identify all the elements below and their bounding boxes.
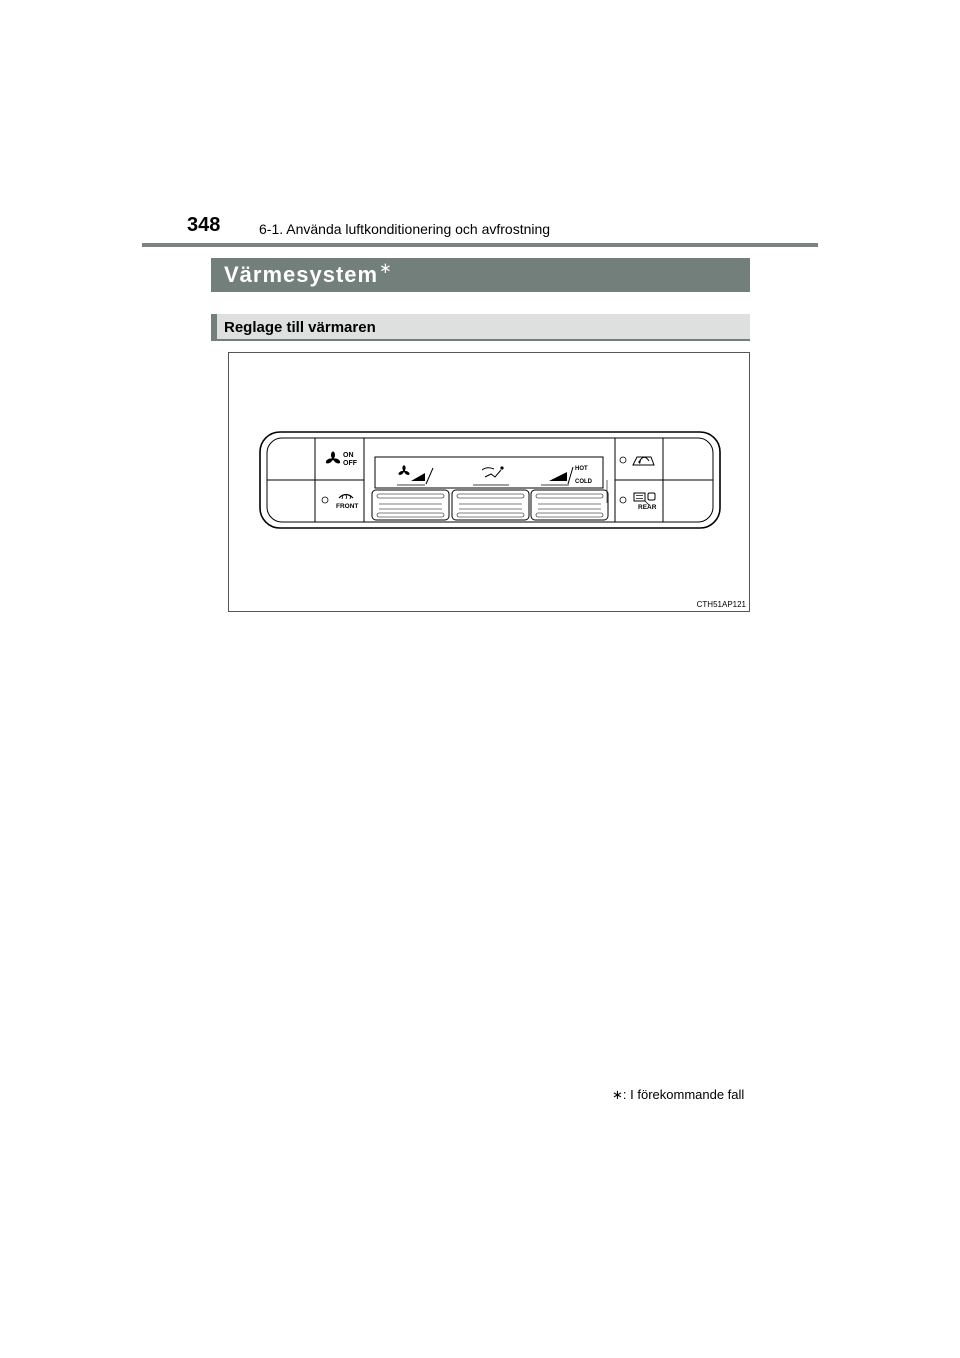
rear-indicator-light (620, 497, 626, 503)
cold-label: COLD (575, 479, 592, 485)
footnote (612, 1087, 744, 1103)
front-indicator-light (322, 497, 328, 503)
rear-label: REAR (638, 504, 657, 511)
chapter-title: 6-1. Använda luftkonditionering och avfrostning (259, 221, 551, 237)
subsection-heading (211, 314, 750, 341)
fan-icon (325, 452, 341, 465)
fan-speed-slider (372, 490, 449, 520)
section-heading (211, 258, 750, 292)
heater-control-panel-illustration (229, 353, 749, 611)
hot-label: HOT (575, 466, 588, 472)
subsection-marker (211, 314, 217, 341)
footnote-symbol: ∗ (612, 1087, 623, 1102)
subsection-title: Reglage till värmaren (224, 319, 376, 336)
temperature-icon (541, 467, 573, 485)
recirculation-icon (633, 457, 654, 465)
section-title-text: Värmesystem (224, 262, 379, 287)
airflow-mode-icon (473, 466, 509, 485)
fan-speed-icon (397, 465, 433, 485)
heater-control-figure (228, 352, 750, 612)
front-defrost-icon (339, 495, 353, 500)
section-asterisk: ∗ (379, 260, 393, 277)
header-divider (142, 243, 818, 247)
off-label: OFF (343, 460, 357, 467)
display-window (375, 457, 603, 488)
on-label: ON (343, 452, 354, 459)
section-title (224, 262, 393, 288)
front-label: FRONT (336, 503, 359, 510)
page-number: 348 (187, 214, 221, 236)
recirculation-indicator-light (620, 457, 626, 463)
temperature-slider (531, 490, 608, 520)
airflow-mode-slider (452, 490, 529, 520)
figure-code: CTH51AP121 (696, 600, 746, 609)
footnote-text: : I förekommande fall (622, 1087, 745, 1102)
